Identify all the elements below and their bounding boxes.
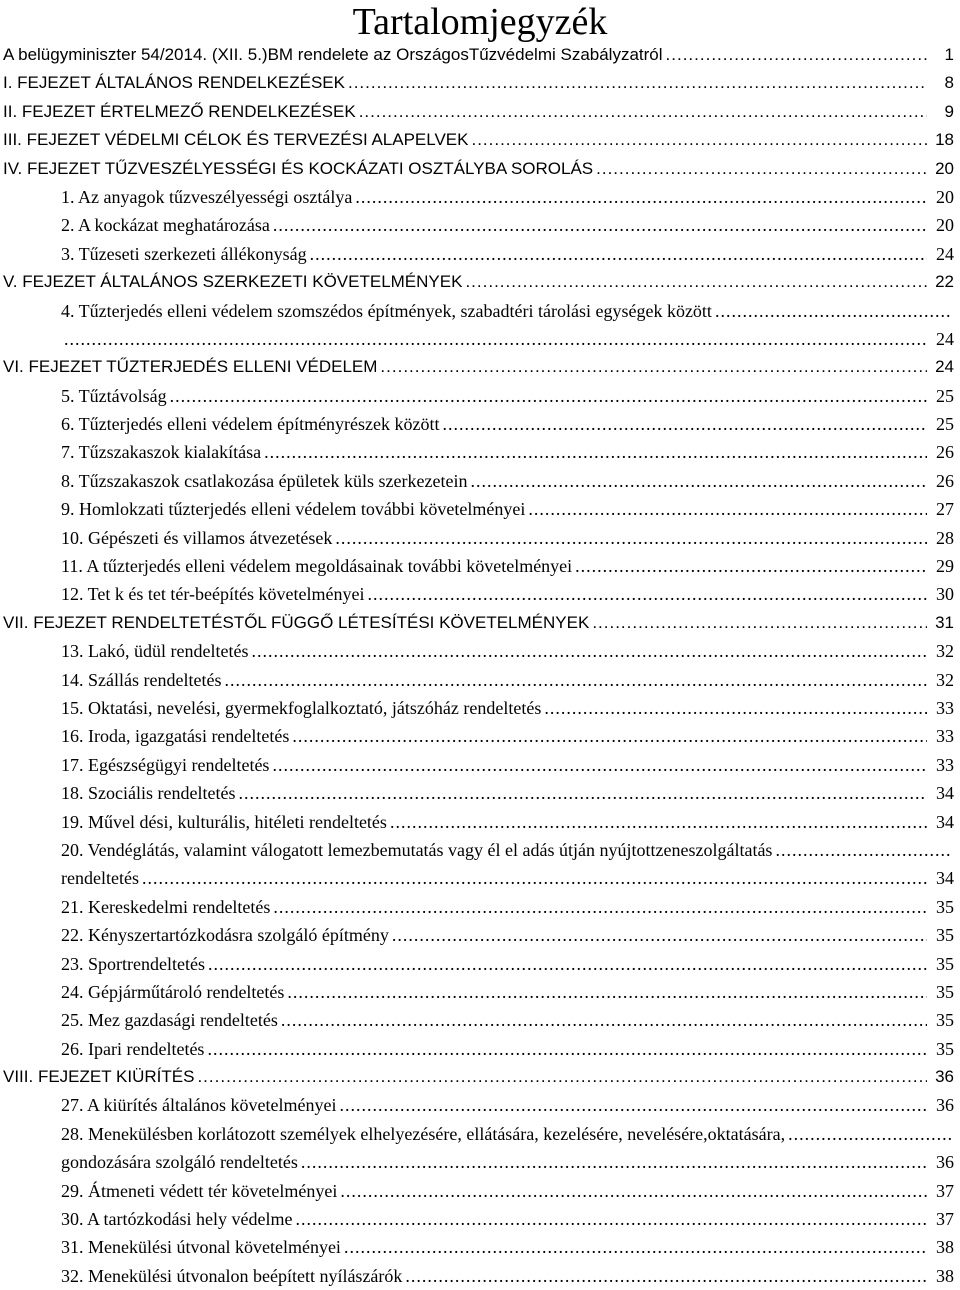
toc-chapter-entry[interactable] [0, 1063, 960, 1091]
toc-section-entry[interactable] [0, 1205, 960, 1233]
toc-entry-title: 16. Iroda, igazgatási rendeltetés [61, 726, 290, 747]
dot-leader [340, 1177, 927, 1205]
toc-entry-title: 17. Egészségügyi rendeltetés [61, 754, 270, 775]
toc-page-number: 26 [936, 442, 954, 463]
dot-leader [775, 836, 951, 864]
toc-page-number: 32 [936, 669, 954, 690]
toc-page-number: 35 [936, 1038, 954, 1059]
toc-chapter-entry[interactable] [0, 609, 960, 637]
dot-leader [273, 211, 927, 239]
dot-leader [367, 580, 927, 608]
toc-page-number: 24 [936, 243, 954, 264]
toc-page-number: 38 [936, 1265, 954, 1286]
toc-entry-title: 19. Művel dési, kulturális, hitéleti rendeltetés [61, 811, 387, 832]
dot-leader [197, 1063, 927, 1091]
toc-section-entry[interactable] [0, 978, 960, 1006]
toc-page-number: 35 [936, 896, 954, 917]
dot-leader [443, 410, 927, 438]
toc-page-number: 33 [936, 726, 954, 747]
toc-entry-title: 28. Menekülésben korlátozott személyek elhelyezésére, ellátására, kezelésére, nevelésére,oktatására, [61, 1123, 786, 1144]
toc-section-entry[interactable] [0, 1177, 960, 1205]
toc-entry-title: 11. A tűzterjedés elleni védelem megoldásainak további követelményei [61, 556, 573, 577]
dot-leader [471, 467, 928, 495]
table-of-contents [0, 41, 960, 1290]
toc-section-entry[interactable] [0, 1120, 960, 1177]
toc-section-entry[interactable] [0, 893, 960, 921]
dot-leader [465, 268, 927, 296]
toc-entry-title: 23. Sportrendeltetés [61, 953, 205, 974]
toc-section-entry[interactable] [0, 836, 960, 893]
dot-leader [142, 864, 927, 892]
toc-page-number: 31 [935, 612, 954, 632]
toc-section-entry[interactable] [0, 211, 960, 239]
toc-entry-title: 27. A kiürítés általános követelményei [61, 1095, 337, 1116]
toc-page-number: 27 [936, 499, 954, 520]
toc-entry-title: 6. Tűzterjedés elleni védelem építményrészek között [61, 414, 440, 435]
dot-leader [295, 1205, 927, 1233]
toc-page-number: 33 [936, 698, 954, 718]
toc-entry-title: 31. Menekülési útvonal követelményei [61, 1237, 341, 1258]
toc-page-number: 28 [936, 527, 954, 548]
toc-entry-title: 22. Kényszertartózkodásra szolgáló építmény [61, 925, 389, 946]
dot-leader [170, 382, 927, 410]
toc-section-entry[interactable] [0, 950, 960, 978]
toc-section-entry[interactable] [0, 751, 960, 779]
toc-section-entry[interactable] [0, 552, 960, 580]
dot-leader [348, 69, 927, 97]
toc-page-number: 9 [944, 101, 954, 121]
toc-page-number: 26 [936, 470, 954, 491]
toc-entry-title: 14. Szállás rendeltetés [61, 669, 222, 690]
toc-page-number: 36 [936, 1152, 954, 1173]
toc-entry-title: 3. Tűzeseti szerkezeti állékonyság [61, 243, 307, 264]
toc-section-entry[interactable] [0, 524, 960, 552]
toc-page-number: 25 [936, 414, 954, 435]
toc-entry-title: V. FEJEZET ÁLTALÁNOS SZERKEZETI KÖVETELMÉNYEK [3, 272, 463, 292]
toc-page-number: 35 [936, 981, 954, 1002]
toc-section-entry[interactable] [0, 1233, 960, 1261]
toc-entry-title-continued: rendeltetés [61, 868, 139, 889]
toc-section-entry[interactable] [0, 467, 960, 495]
toc-chapter-entry[interactable] [0, 353, 960, 381]
toc-section-entry[interactable] [0, 722, 960, 750]
dot-leader [544, 694, 927, 722]
dot-leader [788, 1120, 951, 1148]
toc-entry-title: 5. Tűztávolság [61, 385, 167, 406]
dot-leader [281, 1006, 927, 1034]
dot-leader [355, 183, 927, 211]
toc-entry-title: 8. Tűzszakaszok csatlakozása épületek küls szerkezetein [61, 470, 468, 491]
dot-leader [292, 722, 927, 750]
toc-entry-title: 20. Vendéglátás, valamint válogatott lemezbemutatás vagy él el adás útján nyújtottzeneszolgáltatás [61, 839, 773, 860]
toc-entry-title: VI. FEJEZET TŰZTERJEDÉS ELLENI VÉDELEM [3, 357, 378, 377]
toc-section-entry[interactable] [0, 637, 960, 665]
toc-entry-title: A belügyminiszter 54/2014. (XII. 5.)BM rendelete az OrszágosTűzvédelmi Szabályzatról [3, 45, 663, 64]
toc-entry-title: VIII. FEJEZET KIÜRÍTÉS [3, 1067, 195, 1087]
toc-page-number: 37 [936, 1180, 954, 1201]
toc-section-entry[interactable] [0, 240, 960, 268]
toc-entry-title: 13. Lakó, üdül rendeltetés [61, 641, 249, 662]
dot-leader [666, 41, 927, 69]
toc-entry-title: 12. Tet k és tet tér-beépítés követelményei [61, 584, 365, 605]
dot-leader [339, 1091, 927, 1119]
toc-page-number: 24 [936, 328, 954, 349]
dot-leader [264, 438, 927, 466]
dot-leader [224, 666, 927, 694]
dot-leader [207, 1035, 927, 1063]
dot-leader [238, 779, 927, 807]
toc-page-number: 34 [936, 783, 954, 804]
toc-chapter-entry[interactable] [0, 268, 960, 296]
toc-entry-title: 2. A kockázat meghatározása [61, 215, 270, 236]
toc-page-number: 34 [936, 868, 954, 889]
toc-page-number: 20 [936, 215, 954, 236]
toc-page-number: 37 [936, 1209, 954, 1230]
dot-leader [592, 609, 927, 637]
toc-page-number: 29 [936, 556, 954, 577]
toc-entry-title: 1. Az anyagok tűzveszélyességi osztálya [61, 186, 353, 207]
toc-section-entry[interactable] [0, 694, 960, 722]
toc-page-number: 36 [936, 1095, 954, 1116]
toc-section-entry[interactable] [0, 410, 960, 438]
dot-leader [64, 325, 927, 353]
toc-section-entry[interactable] [0, 580, 960, 608]
dot-leader [392, 921, 927, 949]
toc-page-number: 1 [944, 45, 954, 64]
toc-section-entry[interactable] [0, 438, 960, 466]
toc-entry-title: 4. Tűzterjedés elleni védelem szomszédos építmények, szabadtéri tárolási egységek között [61, 300, 712, 321]
toc-entry-title: I. FEJEZET ÁLTALÁNOS RENDELKEZÉSEK [3, 73, 345, 93]
toc-section-entry[interactable] [0, 297, 960, 354]
toc-page-number: 25 [936, 385, 954, 406]
toc-page-number: 8 [944, 73, 954, 93]
toc-entry-title: 21. Kereskedelmi rendeltetés [61, 896, 271, 917]
toc-page-number: 38 [936, 1237, 954, 1258]
toc-page-number: 30 [936, 584, 954, 605]
toc-page-number: 18 [935, 130, 954, 150]
toc-entry-title: 24. Gépjárműtároló rendeltetés [61, 981, 285, 1002]
toc-page-number: 34 [936, 811, 954, 832]
dot-leader [273, 893, 927, 921]
dot-leader [405, 1262, 927, 1290]
toc-chapter-entry[interactable] [0, 69, 960, 97]
toc-page-number: 32 [936, 641, 954, 662]
dot-leader [272, 751, 927, 779]
toc-section-entry[interactable] [0, 808, 960, 836]
toc-section-entry[interactable] [0, 183, 960, 211]
dot-leader [596, 155, 927, 183]
toc-entry-title: 10. Gépészeti és villamos átvezetések [61, 527, 333, 548]
dot-leader [528, 495, 927, 523]
toc-chapter-entry[interactable] [0, 126, 960, 154]
dot-leader [380, 353, 927, 381]
toc-page-number: 20 [935, 158, 954, 178]
dot-leader [344, 1233, 927, 1261]
toc-section-entry[interactable] [0, 1262, 960, 1290]
dot-leader [335, 524, 927, 552]
dot-leader [471, 126, 927, 154]
toc-entry-title: 30. A tartózkodási hely védelme [61, 1209, 293, 1230]
toc-entry-title: 9. Homlokzati tűzterjedés elleni védelem további követelményei [61, 499, 526, 520]
toc-entry-title: VII. FEJEZET RENDELTETÉSTŐL FÜGGŐ LÉTESÍTÉSI KÖVETELMÉNYEK [3, 612, 590, 632]
toc-page-number: 35 [936, 1010, 954, 1031]
dot-leader [208, 950, 927, 978]
toc-entry-title: 26. Ipari rendeltetés [61, 1038, 205, 1059]
toc-section-entry[interactable] [0, 1035, 960, 1063]
dot-leader [251, 637, 927, 665]
dot-leader [575, 552, 927, 580]
toc-page-number: 35 [936, 953, 954, 974]
toc-entry-title: 25. Mez gazdasági rendeltetés [61, 1010, 278, 1031]
toc-entry-title: 29. Átmeneti védett tér követelményei [61, 1180, 338, 1201]
toc-section-entry[interactable] [0, 382, 960, 410]
toc-section-entry[interactable] [0, 921, 960, 949]
toc-page-number: 33 [936, 754, 954, 775]
dot-leader [287, 978, 927, 1006]
toc-entry-title: III. FEJEZET VÉDELMI CÉLOK ÉS TERVEZÉSI ALAPELVEK [3, 130, 469, 150]
toc-chapter-entry[interactable] [0, 41, 960, 69]
toc-page-number: 22 [935, 272, 954, 292]
toc-entry-title: 15. Oktatási, nevelési, gyermekfoglalkoztató, játszóház rendeltetés [61, 698, 542, 718]
dot-leader [390, 808, 927, 836]
dot-leader [301, 1148, 927, 1176]
dot-leader [715, 297, 951, 325]
toc-page-number: 20 [936, 186, 954, 207]
toc-chapter-entry[interactable] [0, 98, 960, 126]
toc-entry-title: II. FEJEZET ÉRTELMEZŐ RENDELKEZÉSEK [3, 101, 356, 121]
toc-section-entry[interactable] [0, 779, 960, 807]
page-title: Tartalomjegyzék [352, 1, 608, 43]
toc-entry-title: 7. Tűzszakaszok kialakítása [61, 442, 262, 463]
toc-page-number: 35 [936, 925, 954, 946]
toc-chapter-entry[interactable] [0, 155, 960, 183]
dot-leader [310, 240, 927, 268]
toc-section-entry[interactable] [0, 495, 960, 523]
toc-page-number: 24 [935, 357, 954, 377]
toc-entry-title-continued: gondozására szolgáló rendeltetés [61, 1152, 298, 1173]
dot-leader [359, 98, 927, 126]
toc-entry-title: 18. Szociális rendeltetés [61, 783, 236, 804]
toc-page-number: 36 [935, 1067, 954, 1087]
toc-section-entry[interactable] [0, 1006, 960, 1034]
toc-section-entry[interactable] [0, 1091, 960, 1119]
toc-section-entry[interactable] [0, 666, 960, 694]
toc-entry-title: IV. FEJEZET TŰZVESZÉLYESSÉGI ÉS KOCKÁZATI OSZTÁLYBA SOROLÁS [3, 158, 594, 178]
toc-entry-title: 32. Menekülési útvonalon beépített nyílászárók [61, 1265, 403, 1286]
